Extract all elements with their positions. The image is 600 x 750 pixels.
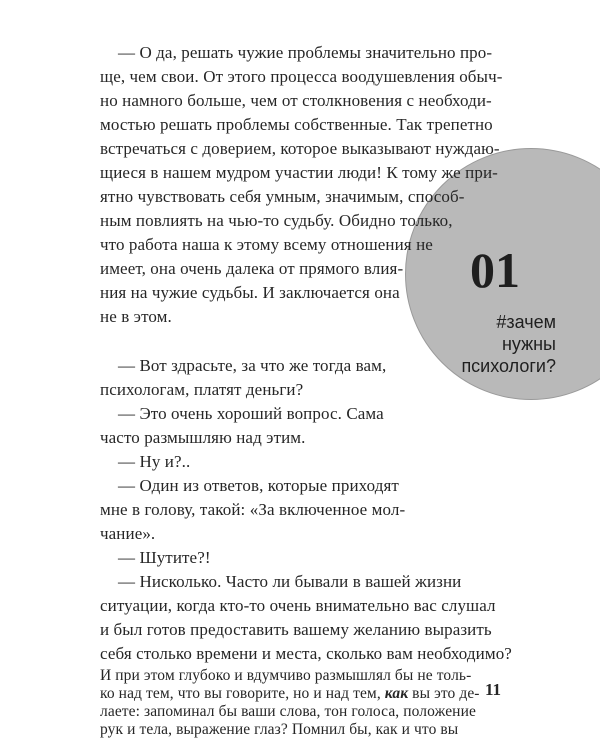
text-line: И при этом глубоко и вдумчиво размышлял бы не толь- bbox=[100, 667, 472, 684]
chapter-subtitle-line: нужны bbox=[501, 334, 556, 354]
text-line: — О да, решать чужие проблемы значительно про- bbox=[118, 43, 493, 62]
text-line: — Шутите?! bbox=[118, 548, 211, 567]
text-line: — Это очень хороший вопрос. Сама bbox=[118, 404, 384, 423]
text-line: ще, чем свои. От этого процесса воодушевления обыч- bbox=[100, 67, 503, 86]
emphasis-word: как bbox=[384, 685, 409, 702]
text-line: имеет, она очень далека от прямого влия- bbox=[100, 259, 404, 278]
text-line: ния на чужие судьбы. И заключается она bbox=[100, 283, 400, 302]
text-line: не в этом. bbox=[100, 307, 172, 326]
text-line: чание». bbox=[100, 524, 156, 543]
text-line: ным повлиять на чью-то судьбу. Обидно только, bbox=[100, 211, 453, 230]
text-line: лаете: запоминал бы ваши слова, тон голоса, положение bbox=[100, 703, 476, 720]
text-line: — Один из ответов, которые приходят bbox=[118, 476, 399, 495]
text-line: мне в голову, такой: «За включенное мол- bbox=[100, 500, 406, 519]
page-number: 11 bbox=[485, 680, 502, 699]
text-line: рук и тела, выражение глаз? Помнил бы, как и что вы bbox=[100, 721, 459, 738]
text-line: мостью решать проблемы собственные. Так трепетно bbox=[100, 115, 493, 134]
text-line: и был готов предоставить вашему желанию выразить bbox=[100, 620, 492, 639]
text-line: ко над тем, что вы говорите, но и над тем, bbox=[100, 685, 381, 702]
text-line: психологам, платят деньги? bbox=[100, 380, 304, 399]
text-line: встречаться с доверием, которое выказывают нуждаю- bbox=[100, 139, 500, 158]
text-line-with-emphasis bbox=[100, 686, 480, 702]
text-line: ситуации, когда кто-то очень внимательно вас слушал bbox=[100, 596, 496, 615]
text-line: вы это де- bbox=[412, 685, 480, 702]
text-line: — Вот здрасьте, за что же тогда вам, bbox=[118, 356, 387, 375]
text-line: — Нисколько. Часто ли бывали в вашей жизни bbox=[118, 572, 462, 591]
text-line: что работа наша к этому всему отношения не bbox=[100, 235, 433, 254]
text-line: часто размышляю над этим. bbox=[100, 428, 306, 447]
chapter-subtitle-line: психологи? bbox=[461, 356, 556, 376]
chapter-subtitle-line: #зачем bbox=[496, 312, 556, 332]
text-line: — Ну и?.. bbox=[118, 452, 191, 471]
text-line: но намного больше, чем от столкновения с необходи- bbox=[100, 91, 492, 110]
chapter-number: 01 bbox=[470, 242, 520, 298]
text-line: себя столько времени и места, сколько вам необходимо? bbox=[100, 644, 512, 663]
text-line: щиеся в нашем мудром участии люди! К тому же при- bbox=[100, 163, 498, 182]
text-line: ятно чувствовать себя умным, значимым, способ- bbox=[100, 187, 465, 206]
